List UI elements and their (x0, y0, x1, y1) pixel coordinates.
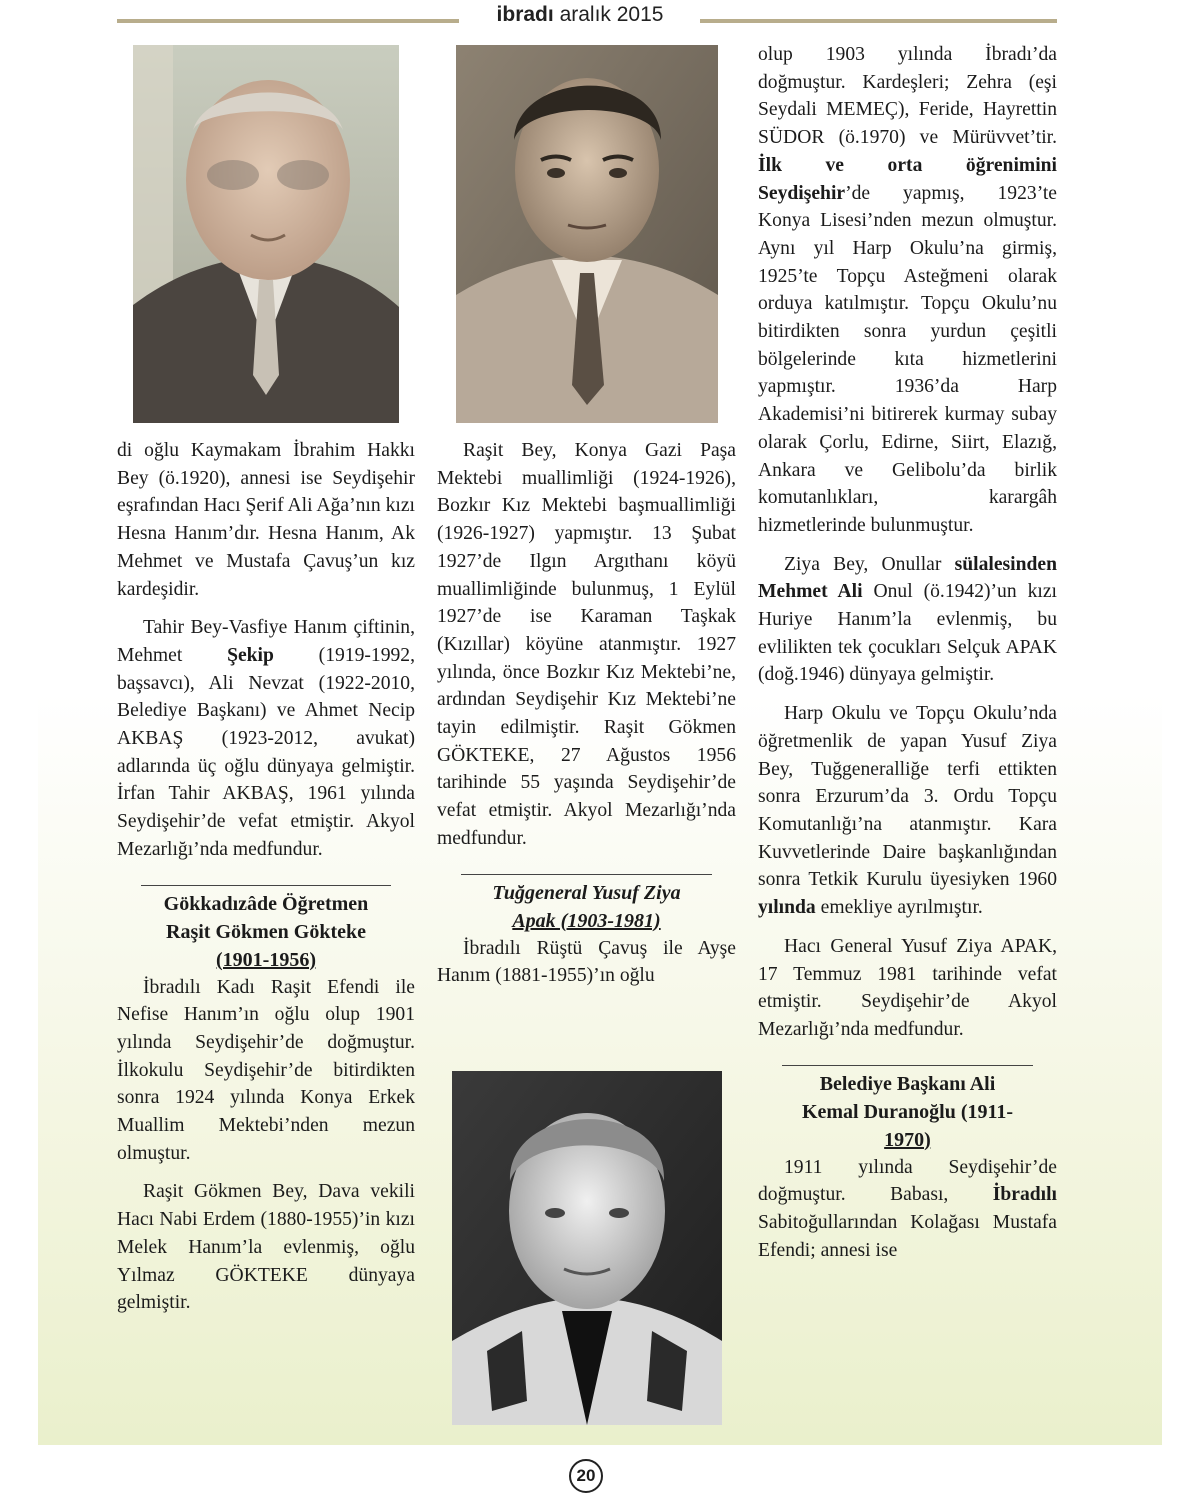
text-column-1 (117, 437, 415, 1317)
text-run: (1919-1992, başsavcı), Ali Nevzat (1922-2010, Belediye Başkanı) ve Ahmet Necip AKBAŞ (1923-2012, avukat) adlarında üç oğlu dünyaya gelmiştir. İrfan Tahir AKBAŞ, 1961 yılında Seydişehir’de vefat etmiştir. Akyol Mezarlığı’nda medfundur. (117, 644, 415, 860)
heading-line: 1970) (884, 1128, 931, 1151)
text-run: olup 1903 yılında İbradı’da doğmuştur. Kardeşleri; Zehra (eşi Seydali MEMEÇ), Feride, Hayrettin SÜDOR (ö.1970) ve Mürüvvet’tir. (758, 44, 1057, 149)
portrait-photo-icon (452, 1071, 722, 1425)
section-heading (437, 870, 736, 935)
portrait-photo-icon (456, 45, 718, 423)
bold-text: sülalesinden Mehmet Ali (758, 553, 1057, 603)
text-run: ’de yapmış, 1923’te Konya Lisesi’nden mezun olmuştur. Aynı yıl Harp Okulu’na girmiş, 1925’te Topçu Asteğmeni olarak orduya katılmıştır. Topçu Okulu’nu bitirdikten sonra yurdun çeşitli bölgelerinde kıta hizmetlerini yapmıştır. 1936’da Harp Akademisi’ni bitirerek kurmay subay olarak Çorlu, Edirne, Siirt, Elazığ, Ankara ve Gelibolu’da birlik komutanlıkları, karargâh hizmetlerinde bulunmuştur. (758, 182, 1057, 536)
text-run: Tahir Bey-Vasfiye Hanım çiftinin, Mehmet (117, 617, 415, 666)
section-heading (117, 881, 415, 974)
header-brand: ibradı (496, 3, 554, 26)
header-date: aralık 2015 (559, 3, 664, 26)
body-paragraph: Hacı General Yusuf Ziya APAK, 17 Temmuz 1981 tarihinde vefat etmiştir. Seydişehir’de Akyol Mezarlığı’nda medfundur. (758, 935, 1057, 1040)
header-rule-right (700, 19, 1057, 23)
body-paragraph (758, 41, 1057, 540)
body-paragraph: İbradılı Rüştü Çavuş ile Ayşe Hanım (1881-1955)’ın oğlu (437, 937, 736, 987)
heading-rule (461, 874, 712, 875)
body-paragraph (758, 700, 1057, 922)
text-run: Harp Okulu ve Topçu Okulu’nda öğretmenlik de yapan Yusuf Ziya Bey, Tuğgeneralliğe terfi ettikten sonra Erzurum’da 3. Ordu Topçu Komutanlığı’na atanmıştır. Kara Kuvvetlerinde Daire başkanlığından sonra Tetkik Kurulu üyesiyken 1960 (758, 703, 1057, 891)
body-paragraph (758, 551, 1057, 690)
text-column-2 (437, 437, 736, 990)
heading-line: (1901-1956) (216, 948, 316, 971)
body-paragraph: Raşit Bey, Konya Gazi Paşa Mektebi muallimliği (1924-1926), Bozkır Kız Mektebi başmuallimliği (1926-1927) yapmıştır. 13 Şubat 1927’de Ilgın Argıthanı köyü muallimliğinde bulunmuş, 1 Eylül 1927’de ise Karaman Taşkak (Kızıllar) köyüne atanmıştır. 1927 yılında, önce Bozkır Kız Mektebi’ne, ardından Seydişehir Kız Mektebi’ne tayin edilmiştir. Raşit Gökmen GÖKTEKE, 27 Ağustos 1956 tarihinde 55 yaşında Seydişehir’de vefat etmiştir. Akyol Mezarlığı’nda medfundur. (437, 440, 736, 849)
page-number: 20 (569, 1459, 603, 1493)
text-run: 1911 yılında Seydişehir’de doğmuştur. Babası, (758, 1156, 1057, 1206)
text-column-3 (758, 41, 1057, 1264)
heading-rule (141, 885, 391, 886)
header-rule-left (117, 19, 459, 23)
bold-text: Şekip (227, 644, 274, 666)
text-run: Ziya Bey, Onullar (784, 553, 955, 575)
heading-line: Raşit Gökmen Gökteke (166, 920, 366, 943)
text-run: emekliye ayrılmıştır. (815, 897, 983, 919)
bold-text: İbradılı (992, 1184, 1057, 1206)
heading-line: Apak (1903-1981) (512, 909, 661, 932)
heading-line: Tuğgeneral Yusuf Ziya (492, 881, 681, 904)
heading-line: Gökkadızâde Öğretmen (163, 892, 369, 915)
text-run: Sabitoğullarından Kolağası Mustafa Efendi; annesi ise (758, 1212, 1057, 1261)
body-paragraph (758, 1154, 1057, 1265)
bold-text: yılında (758, 897, 816, 919)
bold-text: İlk ve orta öğrenimini Seydişehir (758, 154, 1057, 204)
body-paragraph: İbradılı Kadı Raşit Efendi ile Nefise Hanım’ın oğlu olup 1901 yılında Seydişehir’de doğmuştur. İlkokulu Seydişehir’de bitirdikten sonra 1924 yılında Konya Erkek Muallim Mektebi’nden mezun olmuştur. (117, 976, 415, 1164)
text-run: Onul (ö.1942)’un kızı Huriye Hanım’la evlenmiş, bu evlilikten tek çocukları Selçuk APAK (doğ.1946) dünyaya gelmiştir. (758, 581, 1057, 686)
body-paragraph: Raşit Gökmen Bey, Dava vekili Hacı Nabi Erdem (1880-1955)’in kızı Melek Hanım’la evlenmiş, oğlu Yılmaz GÖKTEKE dünyaya gelmiştir. (117, 1181, 415, 1314)
heading-rule (782, 1065, 1033, 1066)
portrait-photo-icon (133, 45, 399, 423)
header-title (465, 3, 695, 27)
heading-line: Belediye Başkanı Ali (819, 1072, 996, 1095)
heading-line: Kemal Duranoğlu (1911- (801, 1100, 1014, 1123)
body-paragraph: di oğlu Kaymakam İbrahim Hakkı Bey (ö.1920), annesi ise Seydişehir eşrafından Hacı Şerif Ali Ağa’nın kızı Hesna Hanım’dır. Hesna Hanım, Ak Mehmet ve Mustafa Çavuş’un kız kardeşidir. (117, 440, 415, 600)
section-heading (758, 1061, 1057, 1154)
body-paragraph (117, 614, 415, 863)
